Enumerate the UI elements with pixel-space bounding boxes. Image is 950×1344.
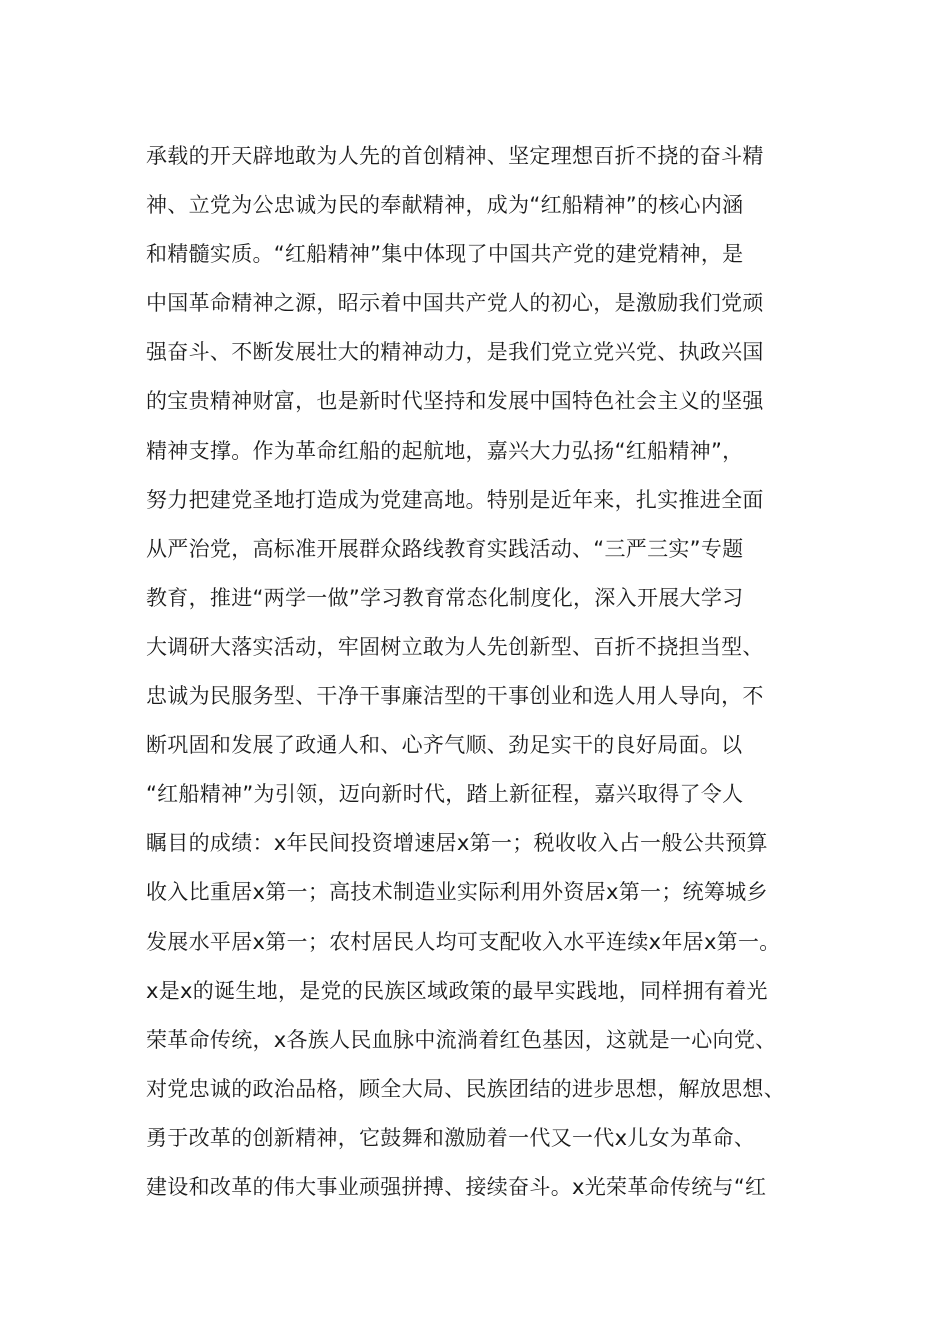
text-line: 瞩目的成绩：x年民间投资增速居x第一；税收收入占一般公共预算 [146,831,768,856]
text-line: 中国革命精神之源，昭示着中国共产党人的初心，是激励我们党顽 [146,291,764,316]
body-text [146,132,836,1212]
text-line: 努力把建党圣地打造成为党建高地。特别是近年来，扎实推进全面 [146,487,764,512]
text-line: 荣革命传统，x各族人民血脉中流淌着红色基因，这就是一心向党、 [146,1027,777,1052]
text-line: 教育，推进“两学一做”学习教育常态化制度化，深入开展大学习 [146,585,744,610]
text-line: 的宝贵精神财富，也是新时代坚持和发展中国特色社会主义的坚强 [146,389,764,414]
text-line: 神、立党为公忠诚为民的奉献精神，成为“红船精神”的核心内涵 [146,193,744,218]
text-line: 断巩固和发展了政通人和、心齐气顺、劲足实干的良好局面。以 [146,733,743,758]
text-line: 强奋斗、不断发展壮大的精神动力，是我们党立党兴党、执政兴国 [146,340,764,365]
text-line: 大调研大落实活动，牢固树立敢为人先创新型、百折不挠担当型、 [146,634,764,659]
text-line: “红船精神”为引领，迈向新时代，踏上新征程，嘉兴取得了令人 [146,782,744,807]
text-line: 建设和改革的伟大事业顽强拼搏、接续奋斗。x光荣革命传统与“红 [146,1174,767,1199]
text-line: 和精髓实质。“红船精神”集中体现了中国共产党的建党精神，是 [146,242,744,267]
text-line: 对党忠诚的政治品格，顾全大局、民族团结的进步思想，解放思想、 [146,1076,785,1101]
text-line: x是x的诞生地，是党的民族区域政策的最早实践地，同样拥有着光 [146,978,768,1003]
text-line: 从严治党，高标准开展群众路线教育实践活动、“三严三实”专题 [146,536,744,561]
text-line: 精神支撑。作为革命红船的起航地，嘉兴大力弘扬“红船精神”， [146,438,744,463]
text-line: 收入比重居x第一；高技术制造业实际利用外资居x第一；统筹城乡 [146,880,768,905]
text-line: 勇于改革的创新精神，它鼓舞和激励着一代又一代x儿女为革命、 [146,1125,756,1150]
text-line: 发展水平居x第一；农村居民人均可支配收入水平连续x年居x第一。 [146,929,781,954]
text-line: 承载的开天辟地敢为人先的首创精神、坚定理想百折不挠的奋斗精 [146,144,764,168]
text-line: 忠诚为民服务型、干净干事廉洁型的干事创业和选人用人导向，不 [146,684,764,709]
